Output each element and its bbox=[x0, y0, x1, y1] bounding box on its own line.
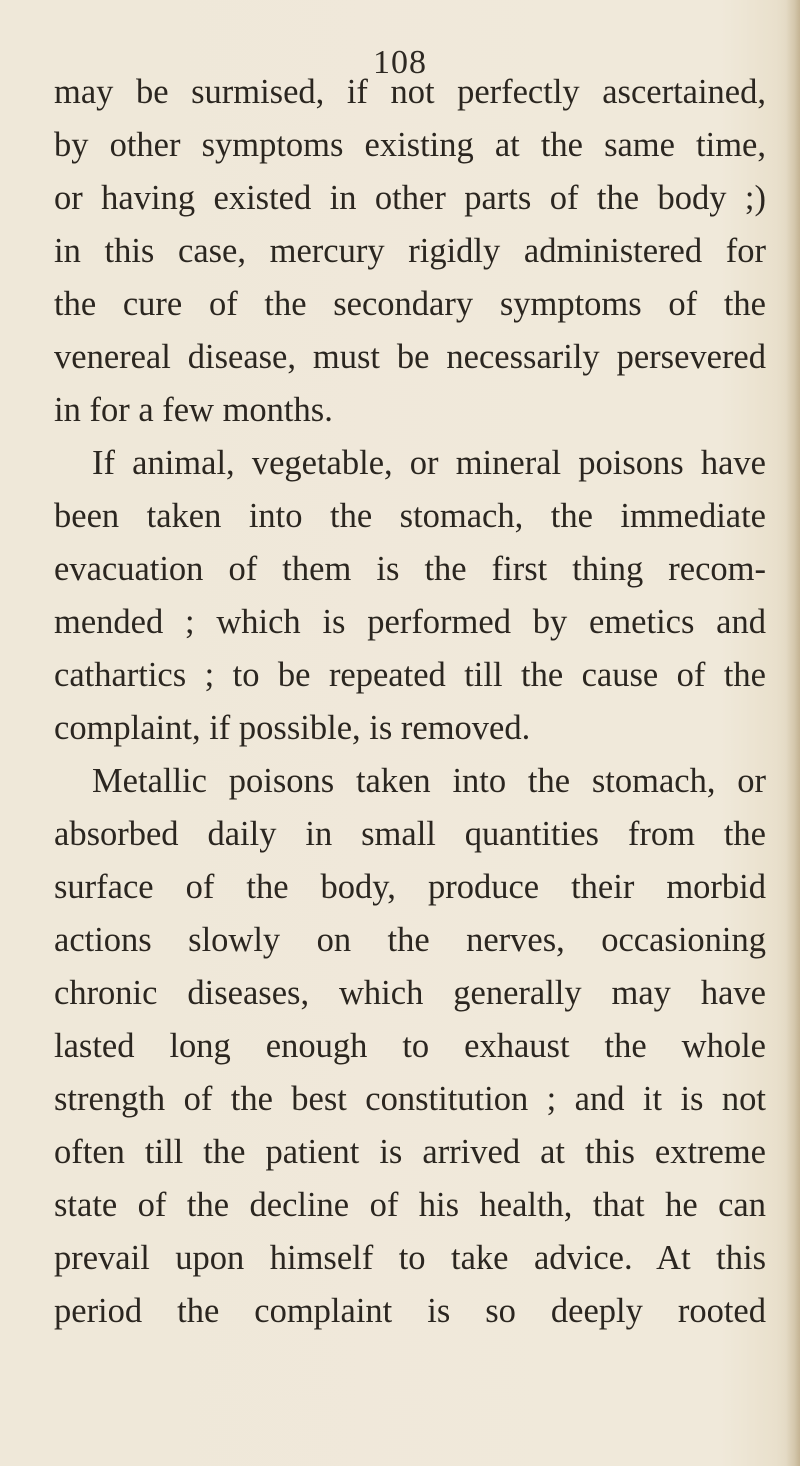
text-line: actions slowly on the nerves, occasioning bbox=[54, 921, 766, 959]
text-line: by other symptoms existing at the same time, bbox=[54, 126, 766, 164]
page-number: 108 bbox=[373, 44, 427, 81]
text-line: absorbed daily in small quantities from the bbox=[54, 815, 766, 853]
text-line: venereal disease, must be necessarily persevered bbox=[54, 338, 766, 376]
page-edge-shadow bbox=[786, 0, 800, 1466]
text-line: strength of the best constitution ; and it is not bbox=[54, 1080, 766, 1118]
text-line: period the complaint is so deeply rooted bbox=[54, 1292, 766, 1330]
text-line: state of the decline of his health, that he can bbox=[54, 1186, 766, 1224]
text-line: complaint, if possible, is removed. bbox=[54, 709, 531, 747]
text-line: evacuation of them is the first thing recom- bbox=[54, 550, 766, 588]
text-line: often till the patient is arrived at this extreme bbox=[54, 1133, 766, 1171]
text-line: been taken into the stomach, the immediate bbox=[54, 497, 766, 535]
text-line: If animal, vegetable, or mineral poisons have bbox=[92, 444, 766, 482]
body-text bbox=[54, 66, 766, 1338]
text-line: may be surmised, if not perfectly ascertained, bbox=[54, 73, 766, 111]
text-line: surface of the body, produce their morbid bbox=[54, 868, 766, 906]
text-line: prevail upon himself to take advice. At this bbox=[54, 1239, 766, 1277]
text-line: mended ; which is performed by emetics and bbox=[54, 603, 766, 641]
text-line: chronic diseases, which generally may have bbox=[54, 974, 766, 1012]
text-line: in this case, mercury rigidly administered for bbox=[54, 232, 766, 270]
text-line: cathartics ; to be repeated till the cause of the bbox=[54, 656, 766, 694]
text-line: or having existed in other parts of the body ;) bbox=[54, 179, 766, 217]
text-line: Metallic poisons taken into the stomach, or bbox=[92, 762, 766, 800]
text-line: lasted long enough to exhaust the whole bbox=[54, 1027, 766, 1065]
text-line: in for a few months. bbox=[54, 391, 333, 429]
text-line: the cure of the secondary symptoms of the bbox=[54, 285, 766, 323]
